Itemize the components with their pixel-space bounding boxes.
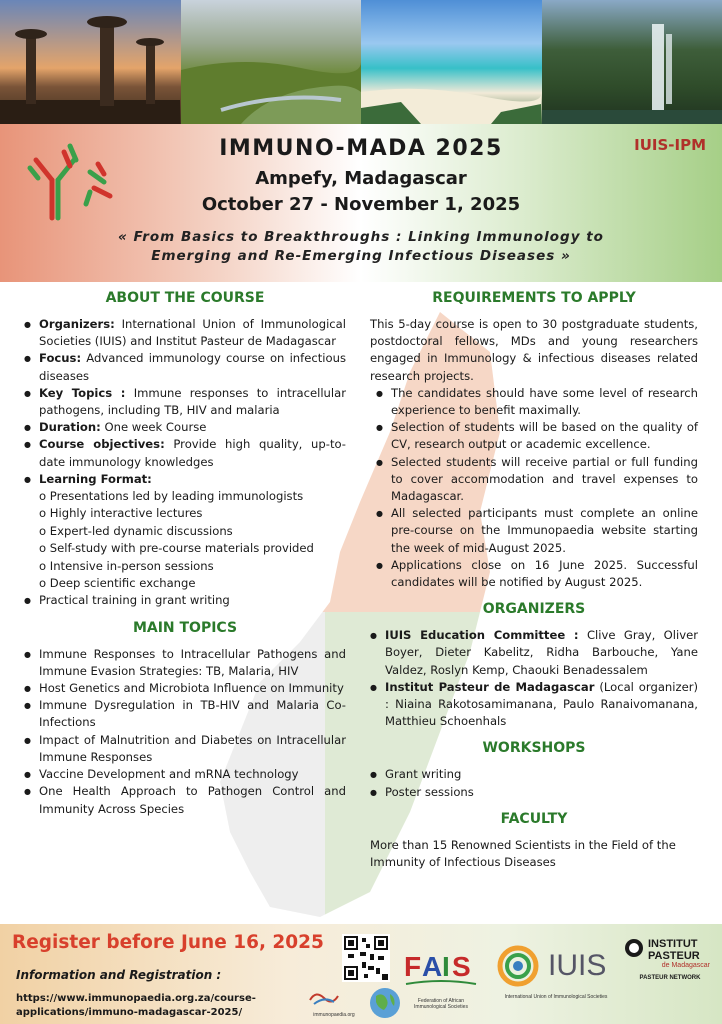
- ip-line-3: de Madagascar: [661, 962, 710, 969]
- focus-value: Advanced immunology course on infectious diseases: [39, 351, 346, 383]
- ipm-label: Institut Pasteur de Madagascar: [385, 679, 595, 694]
- format-item: o Intensive in-person sessions: [39, 558, 214, 573]
- list-item: ● Practical training in grant writing: [24, 592, 346, 609]
- objectives-value: Provide high quality, up-to-date immunology knowledges: [39, 437, 346, 469]
- iuis-globe-icon: [494, 942, 542, 990]
- list-item: ● The candidates should have some level of research experience to benefit maximally.: [376, 385, 698, 419]
- ip-line-2: PASTEUR: [648, 950, 700, 962]
- qr-code-icon[interactable]: [342, 934, 390, 982]
- list-item: [24, 436, 346, 470]
- info-registration-heading: Information and Registration :: [16, 968, 222, 982]
- tagline-line-2: Emerging and Re-Emerging Infectious Diseases »: [151, 248, 571, 264]
- ipm-members: (Local organizer) : Niaina Rakotosamimanana, Paulo Ranaivomanana, Matthieu Schoenhals: [385, 679, 698, 729]
- main-topics-list: [24, 646, 346, 818]
- workshops-heading: WORKSHOPS: [482, 740, 586, 757]
- globe-logo-icon: [368, 986, 402, 1020]
- faculty-text: More than 15 Renowned Scientists in the Field of the Immunity of Infectious Diseases: [370, 837, 676, 870]
- list-item: [24, 316, 346, 350]
- list-item: ● Grant writing: [370, 766, 698, 783]
- immunopaedia-logo: [304, 986, 364, 1020]
- footer-band: [0, 924, 722, 1024]
- event-location: Ampefy, Madagascar: [255, 168, 467, 189]
- fais-logo: [402, 938, 480, 1012]
- list-item: [24, 471, 346, 488]
- pasteur-emblem-icon: [624, 938, 644, 958]
- requirements-heading: REQUIREMENTS TO APPLY: [432, 290, 636, 306]
- list-item: [24, 350, 346, 384]
- event-tagline: [60, 228, 662, 266]
- format-item: o Expert-led dynamic discussions: [39, 523, 233, 538]
- list-item: ● Immune Dysregulation in TB-HIV and Malaria Co-Infections: [24, 697, 346, 731]
- svg-text:S: S: [452, 951, 471, 982]
- immunopaedia-caption: immunopaedia.org: [313, 1012, 355, 1018]
- format-item: o Self-study with pre-course materials provided: [39, 541, 314, 556]
- event-dates: October 27 - November 1, 2025: [201, 194, 521, 215]
- about-course-heading: ABOUT THE COURSE: [105, 290, 265, 306]
- organizers-list: [370, 627, 698, 730]
- fais-emblem-icon: [402, 938, 480, 994]
- left-column: [24, 290, 346, 818]
- list-item: ● Host Genetics and Microbiota Influence on Immunity: [24, 680, 346, 697]
- key-topics-label: Key Topics :: [39, 385, 126, 400]
- waterfall-photo: [542, 0, 722, 124]
- format-item: o Deep scientific exchange: [39, 576, 196, 591]
- learning-format-label: Learning Format:: [39, 471, 152, 486]
- key-topics-value: Immune responses to intracellular pathogens, including TB, HIV and malaria: [39, 385, 346, 418]
- right-column: [370, 290, 698, 871]
- iuis-ipm-badge: IUIS-IPM: [634, 136, 706, 154]
- register-deadline: Register before June 16, 2025: [12, 932, 324, 953]
- fais-caption: Federation of African Immunological Societies: [414, 998, 468, 1010]
- baobab-photo: [0, 0, 181, 124]
- main-content: [0, 282, 722, 924]
- list-item: ● Immune Responses to Intracellular Pathogens and Immune Evasion Strategies: TB, Malaria, HIV: [24, 646, 346, 680]
- list-item: [24, 385, 346, 419]
- objectives-label: Course objectives:: [39, 437, 165, 452]
- ip-network: PASTEUR NETWORK: [639, 975, 701, 981]
- list-item: ● Poster sessions: [370, 784, 698, 801]
- organizers-value: International Union of Immunological Societies (IUIS) and Institut Pasteur de Madagascar: [39, 317, 346, 349]
- list-item: ● Impact of Malnutrition and Diabetes on Intracellular Immune Responses: [24, 732, 346, 766]
- requirements-intro: This 5-day course is open to 30 postgraduate students, postdoctoral fellows, MDs and young researchers engaged in Immunology & infectious diseases related research projects.: [370, 317, 698, 383]
- list-item: [370, 627, 698, 679]
- format-item: o Highly interactive lectures: [39, 506, 203, 521]
- list-item: ● One Health Approach to Pathogen Control and Immunity Across Species: [24, 783, 346, 817]
- photo-strip: [0, 0, 722, 124]
- header-band: [0, 124, 722, 282]
- iuis-committee-members: Clive Gray, Oliver Boyer, Dieter Kabelitz, Ridha Barbouche, Yane Valdez, Roslyn Kemp, Chaouki Benadessalem: [385, 628, 698, 677]
- svg-text:A: A: [422, 951, 443, 982]
- organizers-heading: ORGANIZERS: [482, 601, 586, 618]
- main-topics-heading: MAIN TOPICS: [132, 619, 238, 636]
- list-item: ● All selected participants must complete an online pre-course on the Immunopaedia website starting the week of mid-August 2025.: [376, 505, 698, 557]
- event-title: IMMUNO-MADA 2025: [219, 136, 503, 161]
- iuis-caption: International Union of Immunological Societies: [504, 994, 608, 1000]
- list-item: ● Vaccine Development and mRNA technology: [24, 766, 346, 783]
- beach-photo: [361, 0, 542, 124]
- list-item: [24, 419, 346, 436]
- ip-line-1: INSTITUT: [648, 938, 698, 950]
- rice-terraces-photo: [181, 0, 362, 124]
- list-item: [370, 679, 698, 731]
- duration-label: Duration:: [39, 420, 101, 435]
- workshops-list: [370, 766, 698, 800]
- organizers-label: Organizers:: [39, 317, 115, 331]
- format-item: o Presentations led by leading immunologists: [39, 489, 304, 504]
- list-item: ● Selected students will receive partial or full funding to cover accommodation and travel expenses to Madagascar.: [376, 454, 698, 506]
- tagline-line-1: « From Basics to Breakthroughs : Linking Immunology to: [118, 229, 604, 245]
- duration-value: One week Course: [100, 420, 207, 435]
- practical-list: [24, 592, 346, 609]
- list-item: ● Applications close on 16 June 2025. Successful candidates will be notified by August 2025.: [376, 557, 698, 591]
- iuis-logo: [494, 938, 618, 1012]
- requirements-list: [370, 385, 698, 591]
- institut-pasteur-logo: [624, 938, 716, 1012]
- list-item: ● Selection of students will be based on the quality of CV, research output or academic excellence.: [376, 419, 698, 453]
- svg-text:F: F: [404, 951, 422, 982]
- iuis-wordmark: IUIS: [548, 949, 607, 982]
- svg-text:I: I: [442, 951, 450, 982]
- focus-label: Focus:: [39, 351, 82, 366]
- faculty-heading: FACULTY: [500, 810, 568, 827]
- registration-link[interactable]: https://www.immunopaedia.org.za/course-applications/immuno-madagascar-2025/: [16, 993, 256, 1018]
- iuis-committee-label: IUIS Education Committee :: [385, 628, 579, 643]
- about-course-list: [24, 316, 346, 488]
